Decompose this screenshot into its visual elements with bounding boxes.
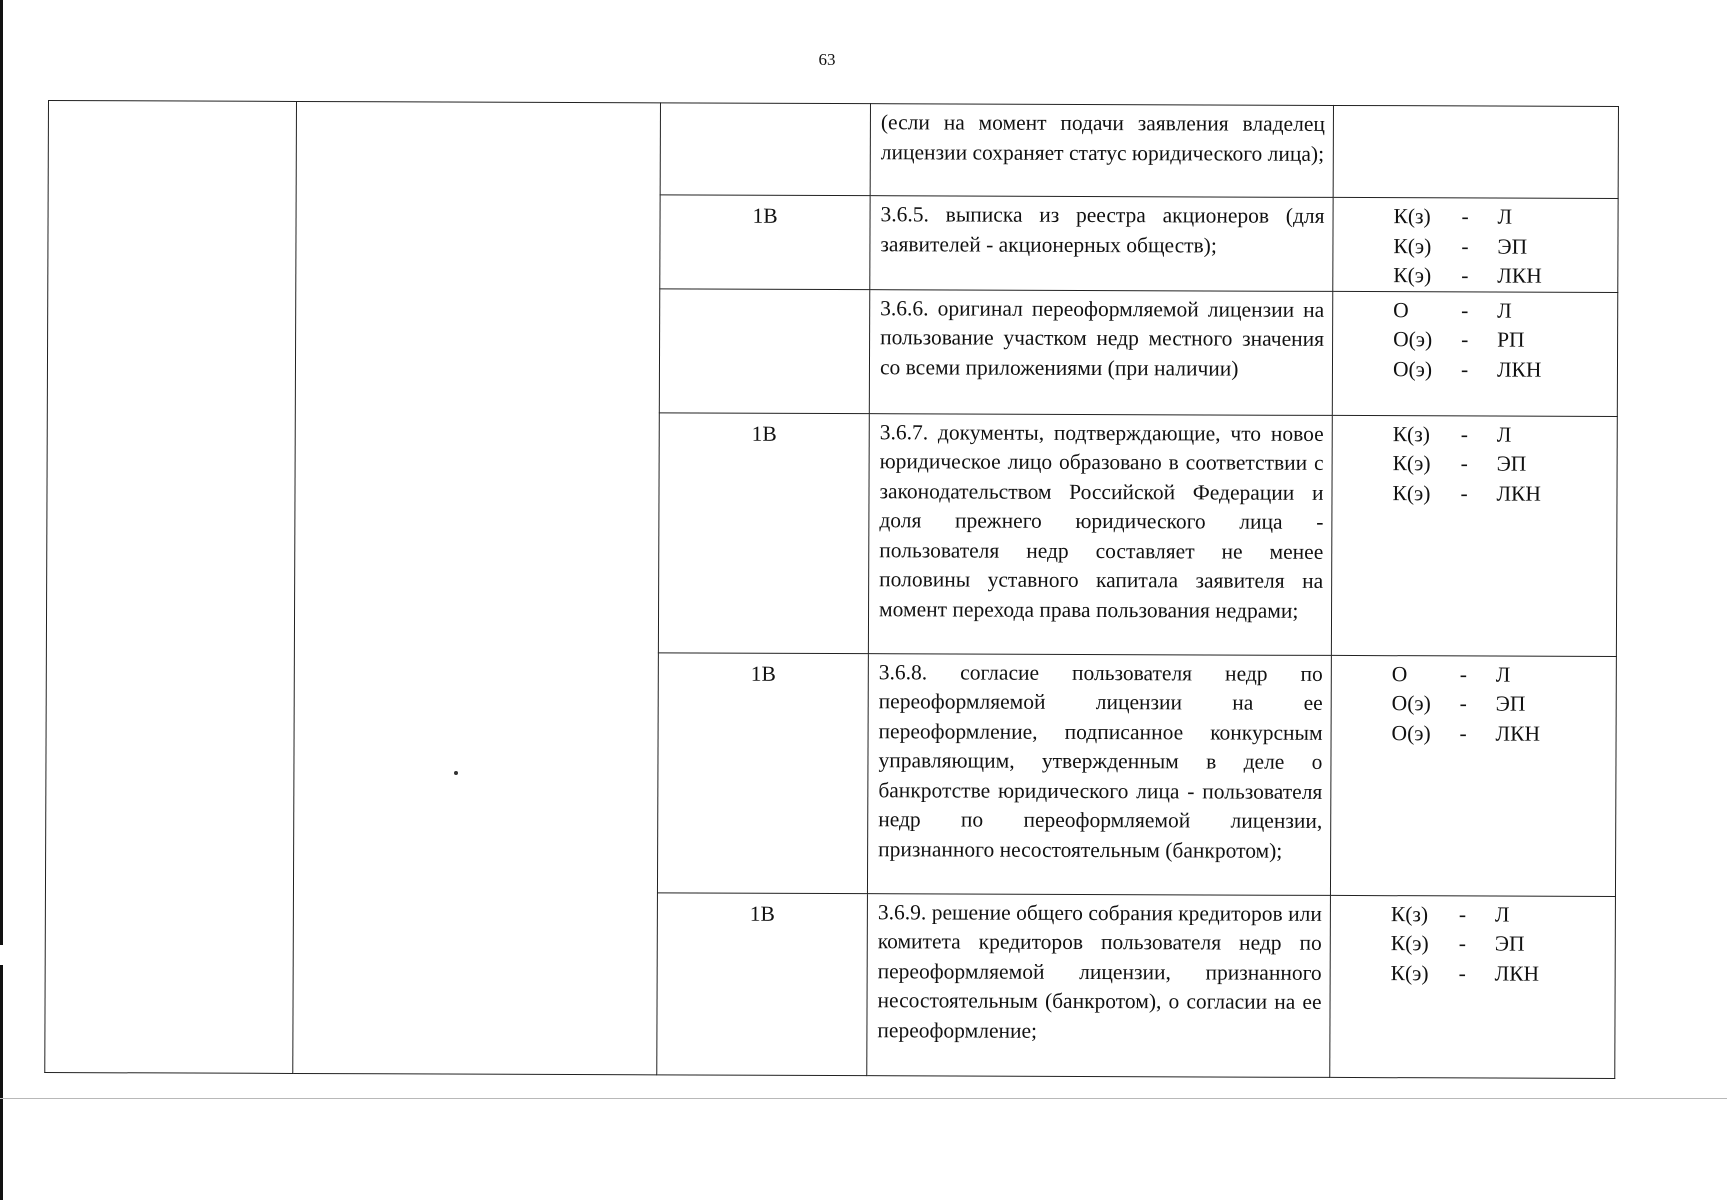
- form-code: О(э): [1392, 356, 1433, 381]
- form-code: К(э): [1392, 480, 1431, 505]
- form-code: К(э): [1390, 931, 1429, 956]
- requirements-table: [44, 100, 1619, 1079]
- form-line: [1393, 449, 1617, 479]
- form-line: [1393, 296, 1617, 326]
- code-cell: 1В: [658, 412, 869, 653]
- form-dash: -: [1461, 327, 1469, 352]
- form-code: О: [1393, 297, 1409, 322]
- form-line: [1391, 900, 1615, 930]
- form-type: ЭП: [1495, 691, 1526, 716]
- form-line: [1392, 719, 1616, 749]
- form-type: Л: [1494, 902, 1510, 927]
- form-code: О: [1391, 661, 1408, 686]
- form-code: К(э): [1393, 263, 1432, 288]
- form-code: К(э): [1393, 233, 1432, 258]
- form-code: О(э): [1393, 327, 1433, 352]
- form-dash: -: [1460, 451, 1468, 476]
- form-dash: -: [1459, 720, 1467, 745]
- form-dash: -: [1458, 960, 1466, 985]
- form-line: [1392, 660, 1616, 690]
- form-type: ЭП: [1496, 451, 1527, 476]
- form-dash: -: [1461, 233, 1469, 258]
- form-line: [1393, 420, 1617, 450]
- form-dash: -: [1460, 356, 1469, 381]
- form-line: [1393, 355, 1617, 385]
- form-code: К(э): [1392, 451, 1431, 476]
- scan-edge-bar-top: [0, 0, 3, 945]
- form-dash: -: [1461, 204, 1469, 229]
- form-line: [1393, 325, 1617, 355]
- code-cell: [660, 103, 870, 196]
- table-row: [48, 101, 1618, 199]
- form-type: ЛКН: [1496, 481, 1542, 506]
- form-type: РП: [1497, 327, 1525, 352]
- forms-cell: [1331, 415, 1617, 656]
- form-line: [1394, 202, 1618, 232]
- form-dash: -: [1461, 297, 1469, 322]
- form-type: ЭП: [1494, 931, 1525, 956]
- forms-cell: [1330, 895, 1616, 1078]
- code-cell: 1В: [657, 892, 868, 1075]
- document-text-cell: 3.6.9. решение общего собрания кредиторов или комитета кредиторов пользователя недр по переоформляемой лицензии, признанного несостоятельным (банкротом), о согласии на ее переоформление;: [867, 893, 1331, 1077]
- document-text-cell: 3.6.5. выписка из реестра акционеров (для заявителей - акционерных обществ);: [870, 196, 1333, 291]
- document-text-cell: 3.6.8. согласие пользователя недр по переоформляемой лицензии на ее переоформление, подписанное конкурсным управляющим, утвержденным в деле о банкротстве юридического лица - пользователя недр по переоформляемой лицензии, признанного несостоятельным (банкротом);: [867, 653, 1331, 895]
- form-code: К(э): [1390, 960, 1429, 985]
- form-type: ЛКН: [1496, 357, 1542, 382]
- forms-cell: [1333, 105, 1618, 198]
- form-dash: -: [1459, 661, 1468, 686]
- form-code: К(з): [1393, 204, 1431, 229]
- document-text-cell: 3.6.6. оригинал переоформляемой лицензии на пользование участком недр местного значения со всеми приложениями (при наличии): [869, 289, 1332, 415]
- form-type: ЭП: [1497, 234, 1528, 259]
- code-cell: [659, 288, 869, 413]
- form-line: [1393, 261, 1617, 291]
- form-dash: -: [1458, 931, 1466, 956]
- form-dash: -: [1460, 480, 1468, 505]
- form-dash: -: [1459, 691, 1467, 716]
- code-cell: 1В: [657, 652, 868, 893]
- scan-dot: [454, 771, 458, 775]
- forms-cell: [1333, 197, 1618, 292]
- form-code: О(э): [1391, 720, 1431, 745]
- document-text-cell: (если на момент подачи заявления владелец лицензии сохраняет статус юридического лица);: [870, 104, 1333, 198]
- code-cell: 1В: [660, 195, 870, 289]
- form-type: Л: [1496, 422, 1512, 447]
- form-type: ЛКН: [1494, 961, 1540, 986]
- form-type: ЛКН: [1497, 263, 1542, 288]
- bottom-rule: [0, 1098, 1727, 1099]
- form-dash: -: [1460, 421, 1468, 446]
- page-number: 63: [818, 50, 836, 69]
- form-line: [1392, 689, 1616, 719]
- document-text-cell: 3.6.7. документы, подтверждающие, что новое юридическое лицо образовано в соответствии с законодательством Российской Федерации и доля прежнего юридического лица - пользователя недр составляет не менее половины уставного капитала заявителя на момент перехода права пользования недрами;: [868, 413, 1332, 655]
- form-line: [1393, 232, 1617, 262]
- form-line: [1391, 929, 1615, 959]
- form-type: Л: [1495, 662, 1511, 687]
- form-type: ЛКН: [1495, 721, 1541, 746]
- form-line: [1391, 959, 1615, 989]
- form-code: О(э): [1391, 691, 1431, 716]
- empty-column-cell: [45, 101, 297, 1073]
- forms-cell: [1332, 291, 1617, 416]
- empty-column-cell: [293, 101, 661, 1074]
- form-code: К(з): [1392, 421, 1430, 446]
- form-line: [1392, 479, 1616, 509]
- form-dash: -: [1461, 263, 1469, 288]
- form-dash: -: [1458, 901, 1467, 926]
- form-type: Л: [1497, 298, 1512, 323]
- form-code: К(з): [1390, 901, 1429, 926]
- scan-edge-bar-bottom: [0, 965, 3, 1200]
- forms-cell: [1330, 655, 1616, 896]
- form-type: Л: [1497, 204, 1513, 229]
